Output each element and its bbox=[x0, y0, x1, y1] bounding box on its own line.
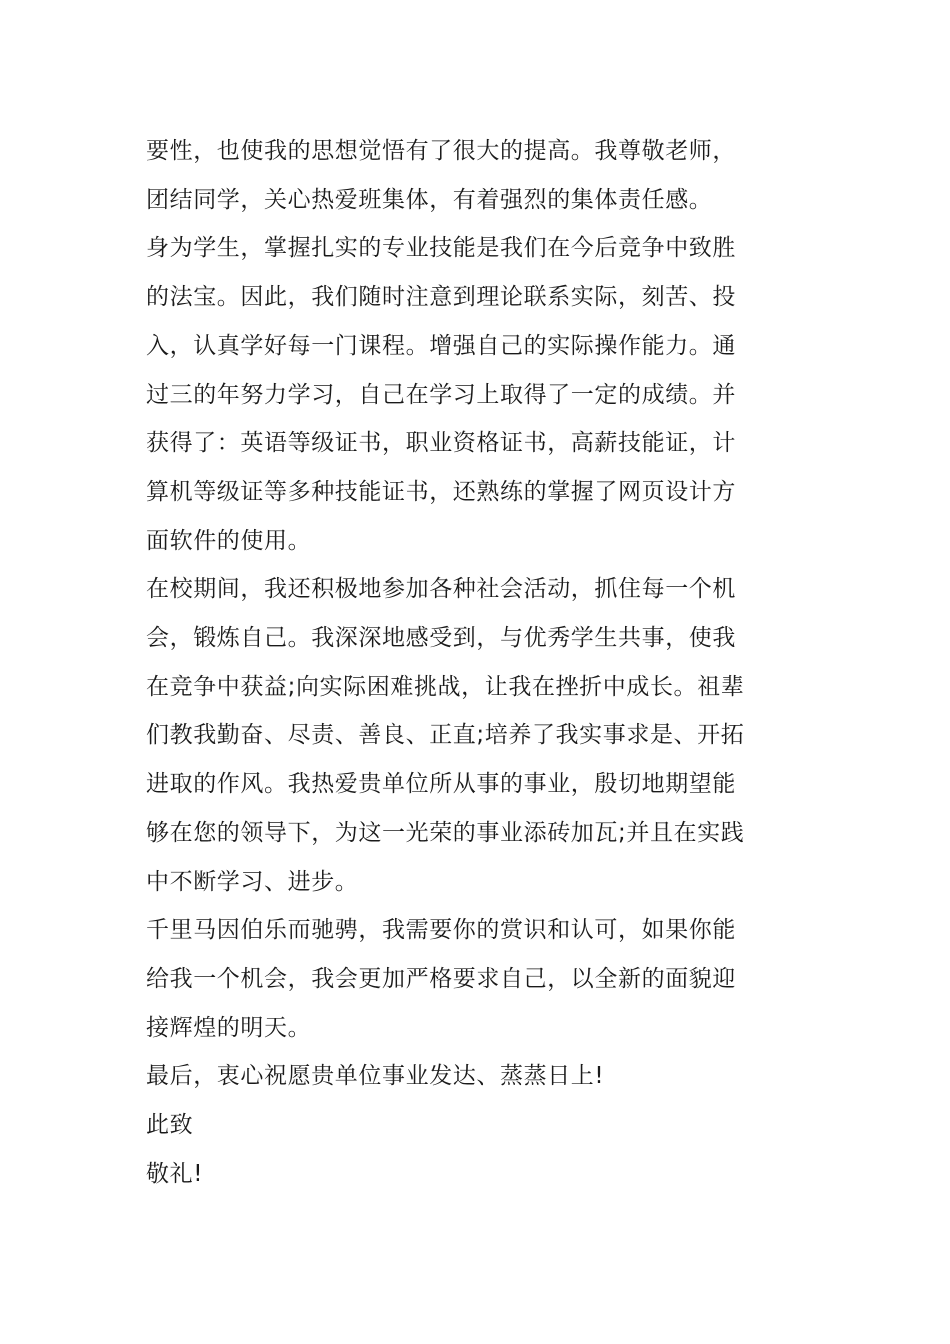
text-line: 的法宝。因此，我们随时注意到理论联系实际，刻苦、投 bbox=[146, 284, 736, 311]
text-line: 给我一个机会，我会更加严格要求自己，以全新的面貌迎 bbox=[146, 965, 736, 992]
text-line: 团结同学，关心热爱班集体，有着强烈的集体责任感。 bbox=[146, 186, 713, 213]
text-line: 面软件的使用。 bbox=[146, 527, 312, 554]
text-line: 算机等级证等多种技能证书，还熟练的掌握了网页设计方 bbox=[146, 478, 736, 505]
text-line: 中不断学习、进步。 bbox=[146, 868, 359, 895]
text-line: 要性，也使我的思想觉悟有了很大的提高。我尊敬老师， bbox=[146, 138, 736, 164]
salutation-line: 此致 bbox=[146, 1112, 194, 1139]
text-line: 接辉煌的明天。 bbox=[146, 1014, 312, 1041]
text-line: 过三的年努力学习，自己在学习上取得了一定的成绩。并 bbox=[146, 381, 736, 408]
letter-body bbox=[146, 127, 811, 1198]
text-line: 进取的作风。我热爱贵单位所从事的事业，殷切地期望能 bbox=[146, 771, 736, 798]
text-line: 会，锻炼自己。我深深地感受到，与优秀学生共事，使我 bbox=[146, 625, 736, 652]
text-line: 在校期间，我还积极地参加各种社会活动，抓住每一个机 bbox=[146, 576, 736, 603]
text-line: 入，认真学好每一门课程。增强自己的实际操作能力。通 bbox=[146, 332, 736, 359]
text-line: 身为学生，掌握扎实的专业技能是我们在今后竞争中致胜 bbox=[146, 235, 736, 262]
text-line: 在竞争中获益;向实际困难挑战，让我在挫折中成长。祖辈 bbox=[146, 673, 745, 700]
text-line: 千里马因伯乐而驰骋，我需要你的赏识和认可，如果你能 bbox=[146, 917, 736, 944]
text-line: 够在您的领导下，为这一光荣的事业添砖加瓦;并且在实践 bbox=[146, 819, 745, 846]
closing-line: 最后，衷心祝愿贵单位事业发达、蒸蒸日上! bbox=[146, 1063, 605, 1090]
text-line: 获得了：英语等级证书，职业资格证书，高薪技能证，计 bbox=[146, 430, 736, 457]
salutation-line: 敬礼! bbox=[146, 1160, 204, 1187]
text-line: 们教我勤奋、尽责、善良、正直;培养了我实事求是、开拓 bbox=[146, 722, 745, 749]
